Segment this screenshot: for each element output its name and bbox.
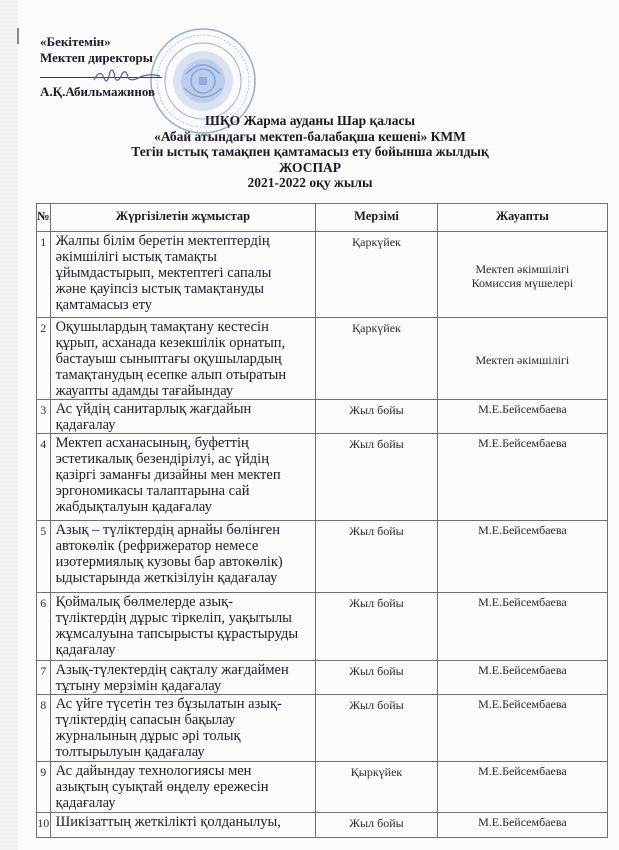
plan-table [36,203,608,838]
title-line-4: ЖОСПАР [279,159,341,175]
responsible-person: М.Е.Бейсембаева [478,663,567,677]
work-line: қадағалау [55,417,116,433]
table-row [37,813,608,838]
term-cell: Жыл бойы [316,434,437,521]
column-header-works: Жүргізілетін жұмыстар [50,204,316,232]
responsible-person: М.Е.Бейсембаева [478,436,567,450]
responsible-cell [437,813,607,838]
work-line: Шикізаттың жеткілікті қолданылуы, [55,814,281,830]
table-header-row [37,204,608,232]
term-cell: Жыл бойы [316,400,437,434]
responsible-person: М.Е.Бейсембаева [478,402,567,416]
work-line: Мектеп асханасының, буфеттің [55,435,249,451]
responsible-cell [437,661,607,695]
row-number: 9 [37,762,51,813]
table-row [37,695,608,762]
responsible-cell [437,434,607,521]
work-line: жұмсалуына тапсырысты құрастыруды [55,626,299,642]
work-description [50,661,316,695]
work-line: эргономикасы талаптарына сай [55,483,250,499]
term-cell: Жыл бойы [316,695,437,762]
table-row [37,318,608,400]
approval-block [40,34,156,99]
responsible-person: Мектеп әкімшілігі [475,261,570,276]
work-line: бастауыш сыныптағы оқушылардың [55,351,282,367]
scan-edge [0,0,18,850]
work-description [50,695,316,762]
title-line-1: ШҚО Жарма ауданы Шар қаласы [205,113,415,128]
responsible-person: М.Е.Бейсембаева [478,815,567,829]
work-line: әкімшілігі ыстық тамақты [55,249,217,265]
handwritten-signature-icon [92,64,162,88]
work-line: тамақтанудың есепке алып отыратын [55,367,287,383]
row-number: 5 [37,521,51,593]
work-line: Жалпы білім беретін мектептердің [55,233,270,249]
work-line: және қауіпсіз ыстық тамақтануды [55,281,265,297]
responsible-person: Мектеп әкімшілігі [475,352,570,367]
work-line: Азық – түліктердің арнайы бөлінген [55,522,280,538]
responsible-person: М.Е.Бейсембаева [478,595,567,609]
work-line: жабдықталуын қадағалау [55,499,212,515]
responsible-cell [437,593,607,661]
row-number: 6 [37,593,51,661]
row-number: 4 [37,434,51,521]
title-line-3: Тегін ыстық тамақпен қамтамасыз ету бойынша жылдық [131,144,489,159]
work-description [50,521,316,593]
table-row [37,434,608,521]
work-line: Азық-түлектердің сақталу жағдаймен [55,662,289,678]
term-cell: Жыл бойы [316,521,437,593]
term-cell: Жыл бойы [316,593,437,661]
work-line: Ас үйге түсетін тез бұзылатын азық- [55,696,282,712]
term-cell: Қаркүйек [316,318,437,400]
title-line-2: «Абай атындағы мектеп-балабақша кешені» КММ [154,128,466,144]
work-line: изотермиялық кузовы бар автокөлік) [55,554,283,570]
work-line: автокөлік (рефрижератор немесе [55,538,259,554]
work-line: Қоймалық бөлмелерде азық- [55,594,233,610]
work-line: құрып, асханада кезекшілік орнатып, [55,335,286,351]
approval-position: Мектеп директоры [40,50,153,65]
table-row [37,521,608,593]
work-description [50,400,316,434]
work-line: Ас үйдің санитарлық жағдайын [55,401,252,417]
work-line: ұйымдастырып, мектептегі сапалы [55,265,272,281]
work-line: ыдыстарында жеткізілуін қадағалау [55,570,278,586]
column-header-number: № [37,204,51,232]
term-cell: Жыл бойы [316,813,437,838]
responsible-cell [437,521,607,593]
work-line: түліктердің дұрыс тіркеліп, уақытылы [55,610,292,626]
work-line: Оқушылардың тамақтану кестесін [55,319,269,335]
responsible-cell [437,762,607,813]
term-cell: Жыл бойы [316,661,437,695]
row-number: 7 [37,661,51,695]
table-row [37,400,608,434]
responsible-cell [437,695,607,762]
work-line: түліктердің сапасын бақылау [55,712,236,728]
term-cell: Қаркүйек [316,232,437,318]
work-line: журналының дұрыс әрі толық [55,728,241,744]
work-line: жауапты адамды тағайындау [55,383,234,399]
work-description [50,434,316,521]
table-row [37,593,608,661]
work-line: Ас дайындау технологиясы мен [55,763,252,779]
work-line: эстетикалық безендірілуі, ас үйдің [55,451,269,467]
responsible-person: М.Е.Бейсембаева [478,764,567,778]
work-line: қамтамасыз ету [55,297,153,313]
approval-label: «Бекітемін» [40,34,111,49]
document-title [100,113,520,191]
work-line: қадағалау [55,642,116,658]
responsible-cell [437,318,607,400]
scan-mark [17,28,19,44]
work-line: қадағалау [55,795,116,811]
table-row [37,661,608,695]
row-number: 2 [37,318,51,400]
table-row [37,762,608,813]
work-description [50,318,316,400]
responsible-cell [437,400,607,434]
work-description [50,232,316,318]
row-number: 10 [37,813,51,838]
responsible-person: Комиссия мүшелері [471,275,574,290]
director-name: А.Қ.Абильмажинов [40,84,156,99]
work-description [50,593,316,661]
work-description [50,762,316,813]
work-line: толтырылуын қадағалау [55,744,205,760]
row-number: 8 [37,695,51,762]
column-header-responsible: Жауапты [437,204,607,232]
term-cell: Қыркүйек [316,762,437,813]
row-number: 1 [37,232,51,318]
row-number: 3 [37,400,51,434]
work-line: тұтыну мерзімін қадағалау [55,678,222,694]
responsible-person: М.Е.Бейсембаева [478,523,567,537]
work-description [50,813,316,838]
responsible-person: М.Е.Бейсембаева [478,697,567,711]
responsible-cell [437,232,607,318]
work-line: қазіргі заманғы дизайны мен мектеп [55,467,281,483]
column-header-term: Мерзімі [316,204,437,232]
title-line-5: 2021-2022 оқу жылы [247,175,373,190]
table-row [37,232,608,318]
work-line: азықтың суықтай өңделу ережесін [55,779,269,795]
